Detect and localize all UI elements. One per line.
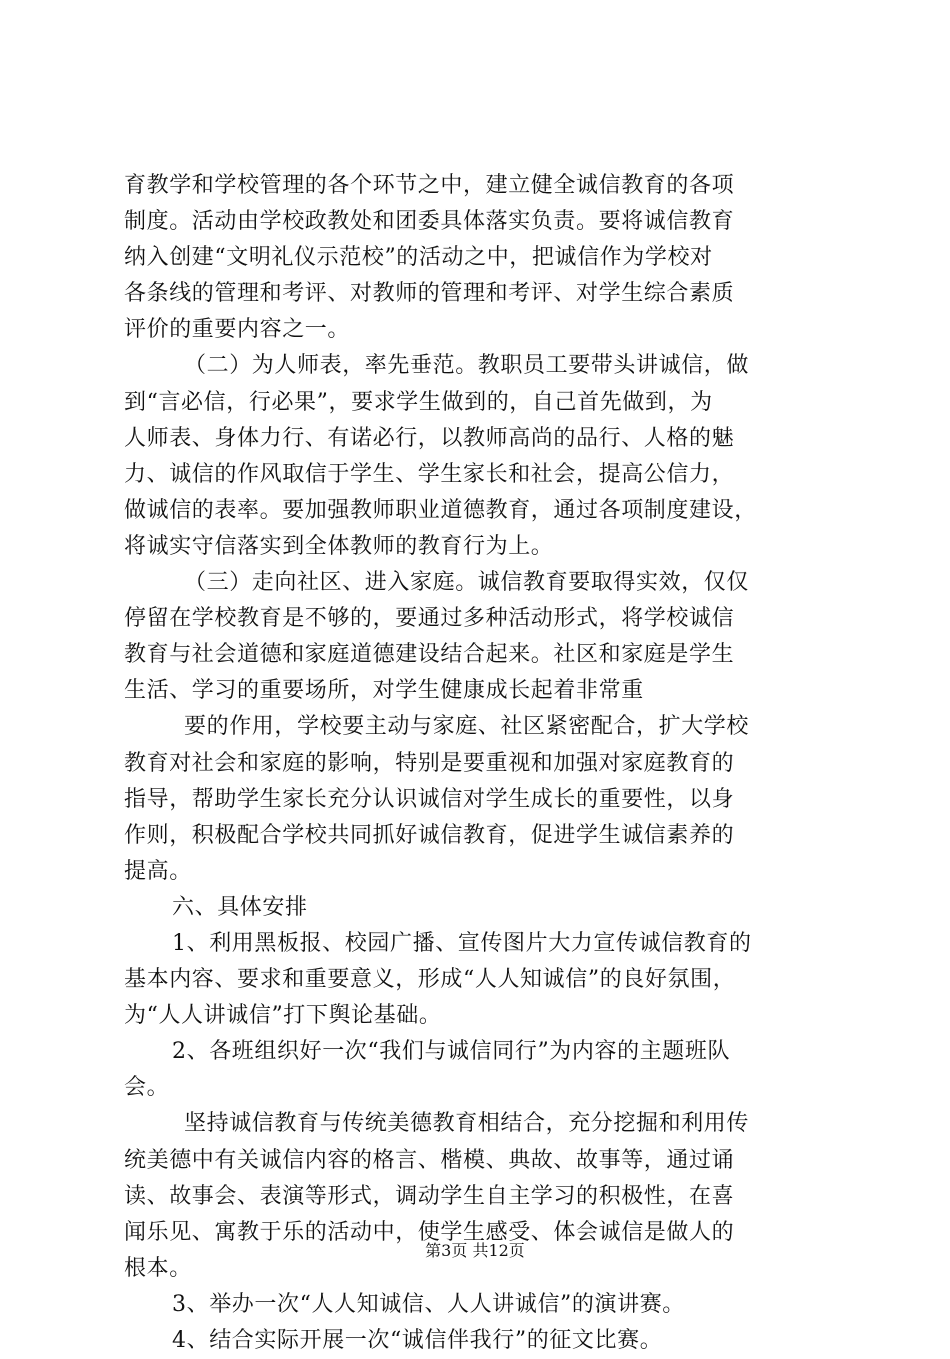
text-line: 指导，帮助学生家长充分认识诚信对学生成长的重要性，以身 [124, 786, 735, 812]
text-line: （二）为人师表，率先垂范。教职员工要带头讲诚信，做 [184, 353, 750, 379]
text-line: 坚持诚信教育与传统美德教育相结合，充分挖掘和利用传 [184, 1111, 750, 1137]
text-line: 将诚实守信落实到全体教师的教育行为上。 [124, 533, 554, 559]
document-body [124, 168, 836, 1359]
section-heading: 六、具体安排 [172, 894, 308, 920]
text-line: 各条线的管理和考评、对教师的管理和考评、对学生综合素质 [124, 281, 735, 307]
text-line: 育教学和学校管理的各个环节之中，建立健全诚信教育的各项 [124, 173, 735, 198]
text-line: 力、诚信的作风取信于学生、学生家长和社会，提高公信力， [124, 461, 735, 487]
text-line: 根本。 [124, 1255, 192, 1281]
text-line: 教育对社会和家庭的影响，特别是要重视和加强对家庭教育的 [124, 750, 735, 776]
text-line: 作则，积极配合学校共同抓好诚信教育，促进学生诚信素养的 [124, 822, 735, 848]
text-line: 人师表、身体力行、有诺必行，以教师高尚的品行、人格的魅 [124, 425, 735, 451]
text-line: 统美德中有关诚信内容的格言、楷模、典故、故事等，通过诵 [124, 1147, 735, 1173]
text-line: 闻乐见、寓教于乐的活动中，使学生感受、体会诚信是做人的 [124, 1219, 735, 1245]
text-line: 纳入创建“文明礼仪示范校”的活动之中，把诚信作为学校对 [124, 245, 713, 271]
text-line: 要的作用，学校要主动与家庭、社区紧密配合，扩大学校 [184, 714, 750, 740]
text-line: 2、各班组织好一次“我们与诚信同行”为内容的主题班队 [172, 1039, 731, 1065]
text-line: 提高。 [124, 858, 192, 884]
text-line: 做诚信的表率。要加强教师职业道德教育，通过各项制度建设， [124, 497, 757, 523]
text-line: 3、举办一次“人人知诚信、人人讲诚信”的演讲赛。 [172, 1291, 685, 1317]
text-line: 为“人人讲诚信”打下舆论基础。 [124, 1003, 442, 1029]
text-line: 评价的重要内容之一。 [124, 317, 351, 343]
text-line: 到“言必信，行必果”，要求学生做到的，自己首先做到，为 [124, 389, 713, 415]
text-line: 基本内容、要求和重要意义，形成“人人知诚信”的良好氛围， [124, 967, 736, 993]
text-line: 会。 [124, 1075, 170, 1101]
text-line: （三）走向社区、进入家庭。诚信教育要取得实效，仅仅 [184, 570, 750, 596]
text-line: 读、故事会、表演等形式，调动学生自主学习的积极性，在喜 [124, 1183, 735, 1209]
page-number-footer: 第3页 共12页 [425, 1241, 525, 1260]
text-line: 制度。活动由学校政教处和团委具体落实负责。要将诚信教育 [124, 209, 735, 235]
text-line: 教育与社会道德和家庭道德建设结合起来。社区和家庭是学生 [124, 642, 735, 668]
text-line: 生活、学习的重要场所，对学生健康成长起着非常重 [124, 678, 644, 704]
text-line: 1、利用黑板报、校园广播、宣传图片大力宣传诚信教育的 [172, 930, 752, 956]
text-line: 停留在学校教育是不够的，要通过多种活动形式，将学校诚信 [124, 606, 735, 632]
text-line: 4、结合实际开展一次“诚信伴我行”的征文比赛。 [172, 1328, 663, 1353]
